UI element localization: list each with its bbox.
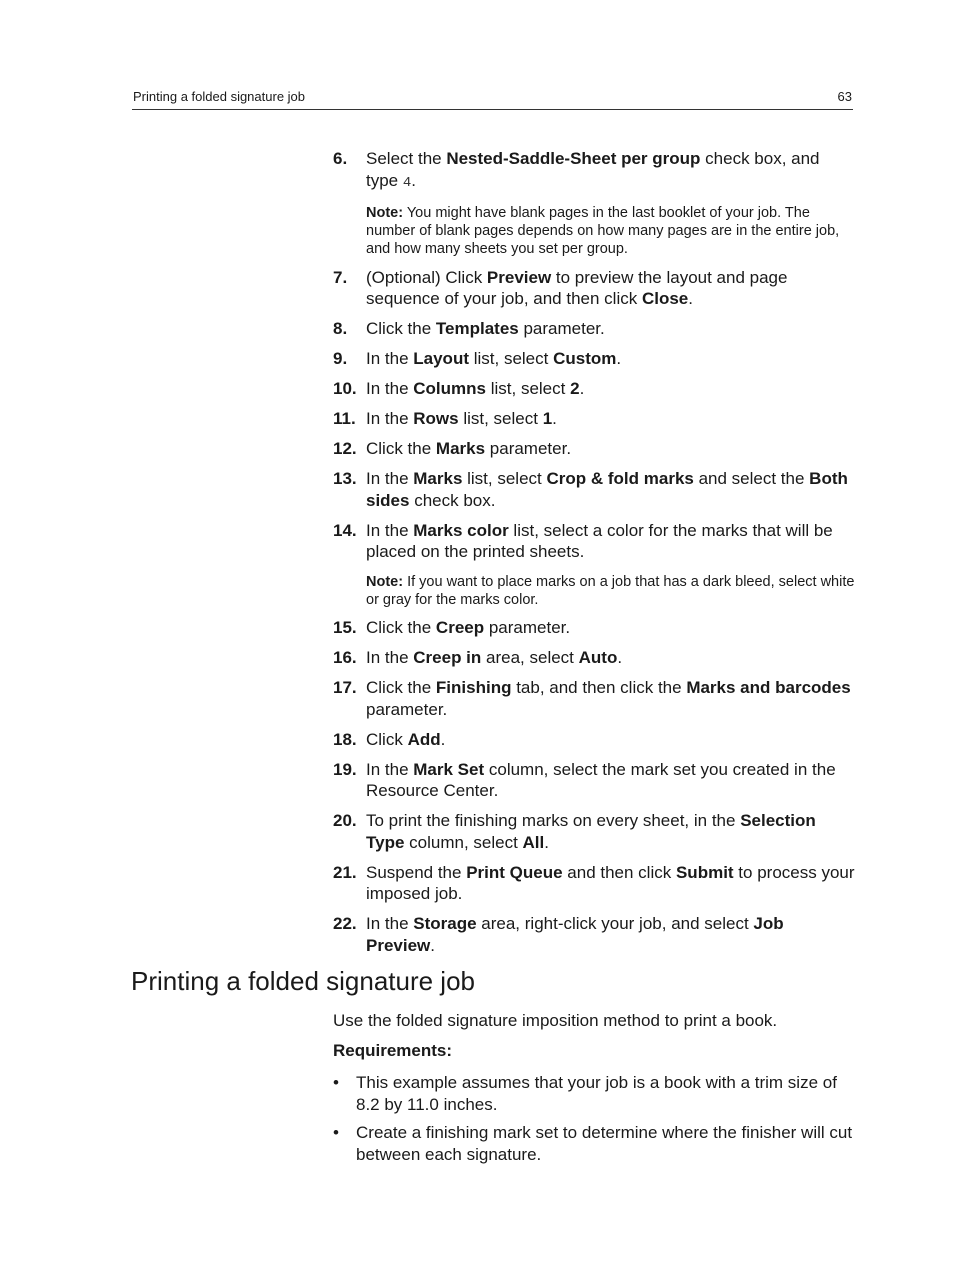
- list-item-text: Create a finishing mark set to determine where the finisher will cut between each signature.: [356, 1123, 853, 1164]
- step-text: To print the finishing marks on every sheet, in the Selection Type column, select All.: [366, 811, 816, 852]
- step-text: In the Marks color list, select a color for the marks that will be placed on the printed sheets.: [366, 520, 833, 561]
- page-header: [132, 87, 853, 110]
- header-section-title: Printing a folded signature job: [133, 89, 306, 104]
- step-item: [333, 468, 855, 511]
- step-item: [333, 913, 855, 956]
- step-number: 11.: [333, 409, 356, 428]
- step-item: [333, 438, 855, 460]
- section-heading: Printing a folded signature job: [131, 966, 476, 996]
- step-text: (Optional) Click Preview to preview the layout and page sequence of your job, and then click Close.: [366, 267, 788, 308]
- bullet-icon: •: [333, 1123, 339, 1142]
- step-number: 15.: [333, 618, 357, 637]
- step-item: [333, 520, 855, 609]
- step-item: [333, 729, 855, 751]
- step-item: [333, 267, 855, 310]
- step-item: [333, 318, 855, 340]
- step-number: 20.: [333, 811, 357, 830]
- requirements-list: [333, 1072, 855, 1172]
- step-item: [333, 862, 855, 905]
- step-number: 18.: [333, 729, 357, 749]
- step-text: In the Layout list, select Custom.: [366, 349, 622, 368]
- step-text: Select the Nested-Saddle-Sheet per group check box, and type 4.: [366, 149, 820, 191]
- step-text: Click the Finishing tab, and then click the Marks and barcodes parameter.: [366, 678, 851, 719]
- step-number: 14.: [333, 520, 357, 540]
- step-item: [333, 348, 855, 370]
- step-text: In the Rows list, select 1.: [366, 409, 557, 428]
- step-number: 13.: [333, 469, 357, 488]
- page-number: 63: [837, 89, 852, 104]
- step-text: In the Creep in area, select Auto.: [366, 648, 623, 667]
- step-text: Suspend the Print Queue and then click Submit to process your imposed job.: [366, 862, 855, 903]
- bullet-icon: •: [333, 1073, 339, 1092]
- step-number: 21.: [333, 862, 357, 882]
- step-text: In the Storage area, right-click your job, and select Job Preview.: [366, 914, 784, 955]
- step-item: [333, 408, 855, 430]
- step-item: [333, 148, 855, 258]
- step-number: 17.: [333, 678, 357, 697]
- list-item-text: This example assumes that your job is a book with a trim size of 8.2 by 11.0 inches.: [356, 1073, 837, 1114]
- step-note: Note: If you want to place marks on a job that has a dark bleed, select white or gray for the marks color.: [366, 573, 855, 608]
- requirements-label: Requirements:: [333, 1041, 453, 1060]
- list-item: [333, 1122, 855, 1165]
- step-item: [333, 647, 855, 669]
- step-number: 10.: [333, 379, 357, 398]
- step-item: [333, 378, 855, 400]
- step-number: 22.: [333, 914, 357, 933]
- step-text: In the Mark Set column, select the mark set you created in the Resource Center.: [366, 759, 836, 800]
- step-text: Click the Templates parameter.: [366, 319, 605, 338]
- step-item: [333, 810, 855, 853]
- step-text: Click the Creep parameter.: [366, 618, 571, 637]
- procedure-steps: [333, 148, 855, 965]
- step-number: 8.: [333, 319, 348, 338]
- step-text: Click Add.: [366, 729, 446, 749]
- step-number: 6.: [333, 149, 348, 168]
- step-number: 16.: [333, 648, 357, 667]
- step-number: 19.: [333, 759, 357, 779]
- step-item: [333, 677, 855, 720]
- step-item: [333, 617, 855, 639]
- step-text: In the Columns list, select 2.: [366, 379, 585, 398]
- step-number: 9.: [333, 349, 348, 368]
- step-number: 12.: [333, 439, 357, 458]
- step-text: In the Marks list, select Crop & fold marks and select the Both sides check box.: [366, 469, 848, 510]
- list-item: [333, 1072, 855, 1115]
- step-item: [333, 759, 855, 802]
- section-intro: Use the folded signature imposition method to print a book.: [333, 1011, 778, 1030]
- step-number: 7.: [333, 267, 348, 287]
- step-text: Click the Marks parameter.: [366, 439, 572, 458]
- step-note: Note: You might have blank pages in the last booklet of your job. The number of blank pages depends on how many pages are in the entire job, and how many sheets you set per group.: [366, 205, 840, 257]
